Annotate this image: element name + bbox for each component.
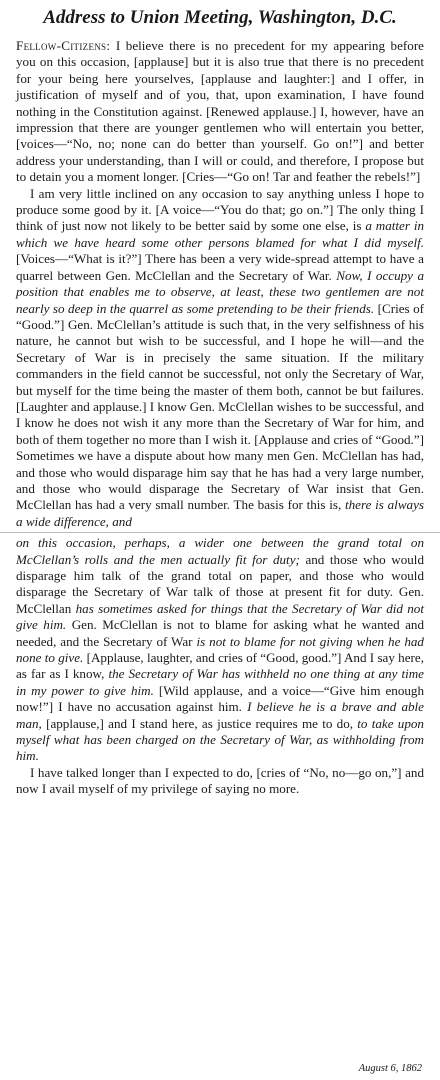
p2-italic-m: the Secretary of War has withheld no one thing at any time in my power to give him. <box>16 666 424 698</box>
speech-date: August 6, 1862 <box>358 1063 422 1074</box>
p2-italic-b: a matter in which we have heard some other persons blamed for what I did myself. <box>16 218 425 250</box>
salutation: Fellow-Citizens: <box>16 38 111 53</box>
p2-text-l: [Applause, laughter, and cries of “Good, good.”] And I say here, as far as I know, <box>16 650 424 682</box>
p2-italic-f: there is always a wide difference, and <box>16 497 425 529</box>
paragraph-3: I have talked longer than I expected to do, [cries of “No, no—go on,”] and now I avail myself of my privilege of saying no more. <box>16 764 424 797</box>
speech-body <box>16 38 424 798</box>
paragraph-2-continued <box>16 535 424 765</box>
p2-text-h: and those who would disparage him talk of the grand total on paper, and those who would disparage the Secretary of War talk of those at present fit for duty. Gen. McClellan <box>16 551 424 616</box>
page-title: Address to Union Meeting, Washington, D.C. <box>43 7 397 28</box>
p2-text-c: [Voices—“What is it?”] There has been a very wide-spread attempt to have a quarrel between Gen. McClellan and the Secretary of War. <box>16 251 424 283</box>
page-divider <box>0 532 440 533</box>
p2-italic-o: I believe he is a brave and able man, <box>16 699 424 731</box>
p2-italic-q: to take upon myself what has been charged on the Secretary of War, as withholding from him. <box>16 715 424 764</box>
p2-italic-g: on this occasion, perhaps, a wider one between the grand total on McClellan’s rolls and the men actually fit for duty; <box>16 535 424 567</box>
p2-italic-i: has sometimes asked for things that the Secretary of War did not give him. <box>16 600 424 633</box>
p2-text-p: [applause,] and I stand here, as justice requires me to do, <box>41 715 358 731</box>
p2-text-e: [Cries of “Good.”] Gen. McClellan’s attitude is such that, in the very selfishness of his nature, he cannot but wish to be successful, and I hope he will—and the Secretary of War is in precisely the same situation. If the military commanders in the field cannot be successful, not only the Secretary of War, but myself for the time being the master of them both, cannot be but failures. [Laughter and applause.] I know Gen. McClellan wishes to be successful, and I know he does not wish it any more than the Secretary of War for him, and both of them together no more than I wish it. [Applause and cries of “Good.”] Sometimes we have a dispute about how many men Gen. McClellan has had, and those who would disparage him say that he has had a very large number, and those who would disparage the Secretary of War insist that Gen. McClellan has had a very small number. The basis for this is, <box>16 300 424 513</box>
p2-italic-d: Now, I occupy a position that enables me to observe, at least, these two gentlemen are not nearly so deep in the quarrel as some pretending to be their friends. <box>16 267 424 316</box>
p2-italic-k: is not to blame for not giving when he had none to give. <box>16 633 424 666</box>
paragraph-1 <box>16 38 424 186</box>
p2-text-n: [Wild applause, and a voice—“Give him enough now!”] I have no accusation against him. <box>16 682 425 715</box>
p2-text-j: Gen. McClellan is not to blame for asking what he wanted and needed, and the Secretary of War <box>16 617 425 649</box>
paragraph-2 <box>16 186 424 531</box>
p2-text-a: I am very little inclined on any occasion to say anything unless I hope to produce some good by it. [A voice—“You do that; go on.”] The only thing I think of just now not likely to be better said by some one else, is <box>16 185 424 234</box>
paragraph-1-text: I believe there is no precedent for my appearing before you on this occasion, [applause] but it is also true that there is no precedent for your being here yourselves, [applause and laughter:] and I offer, in justification of myself and of you, that, upon examination, I have found nothing in the Constitution against. [Renewed applause.] I, however, have an impression that there are younger gentlemen who will entertain you better, [voices—“No, no; none can do better than yourself. Go on!”] and better address your understanding, than I will or could, and therefore, I propose but to detain you a moment longer. [Cries—“Go on! Tar and feather the rebels!”] <box>16 38 424 185</box>
